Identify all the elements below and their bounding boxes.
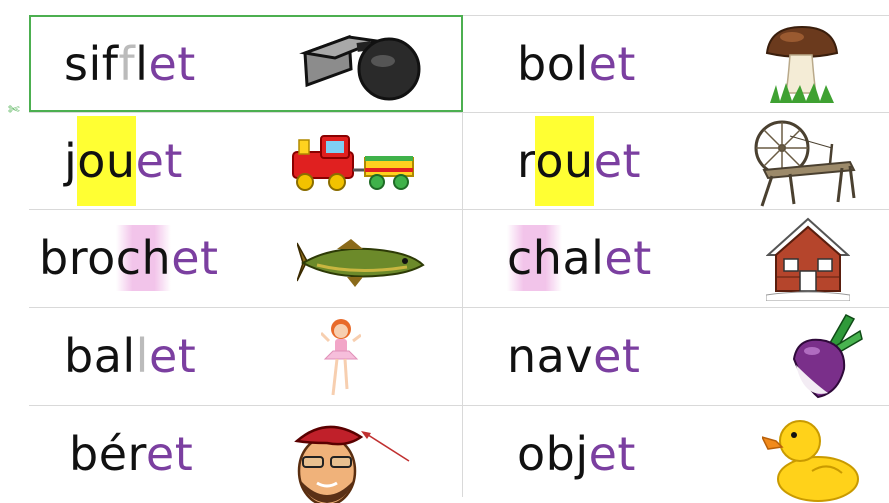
duck-icon [762,413,862,503]
word-segment: et [171,231,219,285]
scissors-icon[interactable]: ✄ [8,102,20,118]
word-segment: ch [507,225,562,291]
word-segment: et [148,329,197,383]
word-segment: bal [64,329,136,383]
card-word [69,425,193,483]
word-card-chalet[interactable] [462,209,889,306]
card-word [507,327,640,385]
word-segment: l [135,329,149,383]
chalet-icon [766,215,850,301]
word-segment: et [604,231,652,285]
word-segment: obj [517,427,589,481]
turnip-icon [784,313,864,401]
selected-card-outline[interactable] [29,15,463,112]
word-segment: et [148,37,196,91]
word-segment: et [593,329,641,383]
word-card-jouet[interactable] [29,112,459,209]
word-segment: nav [507,329,594,383]
beret-man-icon [289,413,419,503]
word-card-bolet[interactable] [462,15,889,112]
card-word [64,327,196,385]
word-segment: et [145,427,194,481]
card-word [517,425,636,483]
word-segment: ch [116,225,171,291]
card-word [517,35,636,93]
word-segment: l [135,37,149,91]
card-word [64,132,183,190]
word-segment: bro [39,231,116,285]
word-segment: r [517,134,536,188]
word-segment: sif [64,37,119,91]
spinning-wheel-icon [750,118,860,208]
pike-fish-icon [297,237,425,289]
word-segment: bol [517,37,589,91]
word-segment: bér [69,427,146,481]
word-segment: f [118,37,136,91]
word-segment: al [562,231,605,285]
word-card-brochet[interactable] [29,209,459,306]
word-card-beret[interactable] [29,405,459,502]
word-segment: et [588,37,636,91]
word-card-objet[interactable] [462,405,889,502]
word-segment: j [64,134,78,188]
word-segment: ou [77,116,135,206]
word-segment: ou [535,116,593,206]
card-word [517,132,641,190]
word-card-navet[interactable] [462,307,889,404]
toy-train-icon [291,132,416,192]
word-card-ballet[interactable] [29,307,459,404]
word-segment: et [588,427,636,481]
ballerina-icon [321,315,361,401]
card-word [507,229,652,287]
card-word [39,229,219,287]
word-segment: et [593,134,642,188]
mushroom-icon [762,23,842,107]
word-card-rouet[interactable] [462,112,889,209]
word-segment: et [135,134,183,188]
